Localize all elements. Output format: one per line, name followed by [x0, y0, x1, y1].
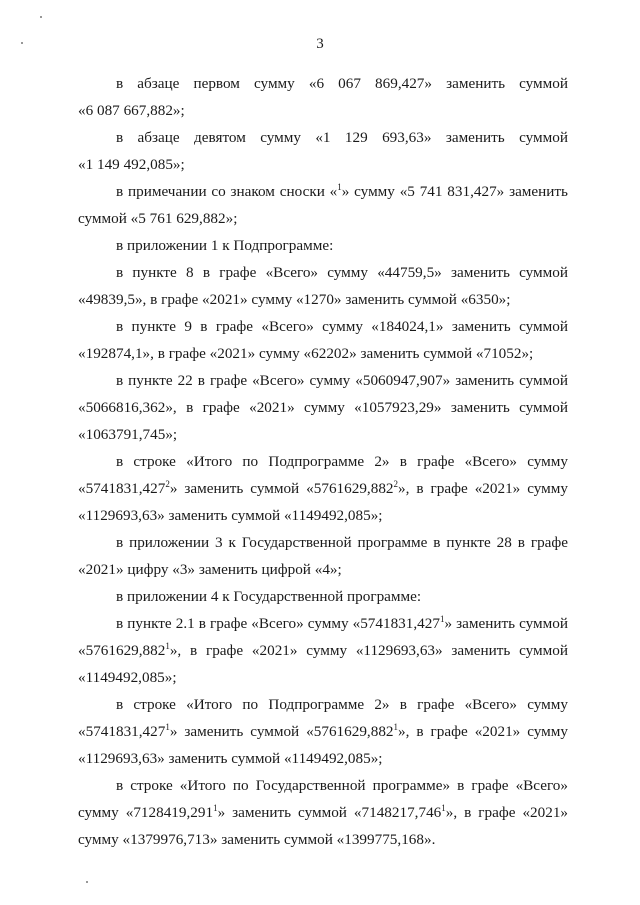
paragraph-line: «1129693,63» заменить суммой «1149492,085»; — [78, 750, 383, 767]
paragraph-1 — [78, 70, 568, 124]
paragraph-line: в абзаце первом сумму «6 067 869,427» заменить суммой — [116, 75, 568, 92]
paragraph-line: «5741831,427$^2$» заменить суммой «5761629,882$^2$», в графе «2021» сумму — [78, 479, 568, 497]
footnote-mark: 1 — [165, 722, 170, 732]
document-body — [78, 70, 568, 853]
paragraph-line: «192874,1», в графе «2021» сумму «62202» заменить суммой «71052»; — [78, 345, 534, 362]
paragraph-12 — [78, 691, 568, 772]
paragraph-line: в приложении 1 к Подпрограмме: — [116, 237, 334, 254]
page-number: 3 — [316, 36, 324, 52]
paragraph-line: «1063791,745»; — [78, 426, 178, 443]
footnote-mark: 1 — [213, 803, 218, 813]
paragraph-line: в пункте 8 в графе «Всего» сумму «44759,5» заменить суммой — [116, 264, 568, 281]
footnote-mark: 1 — [439, 614, 445, 624]
paragraph-line: в строке «Итого по Подпрограмме 2» в графе «Всего» сумму — [116, 696, 568, 713]
paragraph-line: «1149492,085»; — [78, 669, 177, 686]
paragraph-line: в пункте 2.1 в графе «Всего» сумму «5741831,427$^1$» заменить суммой — [116, 614, 568, 632]
paragraph-10 — [78, 583, 568, 610]
paragraph-6 — [78, 313, 568, 367]
footnote-mark: 2 — [393, 479, 399, 489]
footnote-mark: 1 — [165, 641, 170, 651]
scan-speck — [40, 16, 42, 18]
paragraph-line: «5741831,427$^1$» заменить суммой «5761629,882$^1$», в графе «2021» сумму — [78, 722, 568, 740]
paragraph-line: «1 149 492,085»; — [78, 156, 185, 173]
paragraph-line: в строке «Итого по Подпрограмме 2» в графе «Всего» сумму — [116, 453, 568, 470]
footnote-mark: 1 — [441, 803, 446, 813]
paragraph-line: в пункте 9 в графе «Всего» сумму «184024,1» заменить суммой — [116, 318, 568, 335]
footnote-mark: 1 — [393, 722, 399, 732]
paragraph-line: сумму «7128419,291$^1$» заменить суммой «7148217,746$^1$», в графе «2021» — [78, 803, 569, 821]
paragraph-line: в приложении 4 к Государственной программе: — [116, 588, 422, 605]
paragraph-line: «2021» цифру «3» заменить цифрой «4»; — [78, 561, 342, 578]
paragraph-line: сумму «1379976,713» заменить суммой «1399775,168». — [78, 831, 436, 848]
footnote-mark: 2 — [165, 479, 170, 489]
paragraph-line: в абзаце девятом сумму «1 129 693,63» заменить суммой — [116, 129, 568, 146]
paragraph-line: в примечании со знаком сноски «$^1$» сумму «5 741 831,427» заменить — [116, 182, 568, 200]
paragraph-11 — [78, 610, 568, 691]
paragraph-4 — [78, 232, 568, 259]
paragraph-line: в приложении 3 к Государственной программе в пункте 28 в графе — [116, 534, 568, 551]
paragraph-line: «49839,5», в графе «2021» сумму «1270» заменить суммой «6350»; — [78, 291, 511, 308]
paragraph-2 — [78, 124, 568, 178]
paragraph-7 — [78, 367, 568, 448]
footnote-mark: 1 — [337, 182, 342, 192]
scan-speck — [86, 881, 88, 883]
paragraph-line: «5066816,362», в графе «2021» сумму «1057923,29» заменить суммой — [78, 399, 568, 416]
paragraph-13 — [78, 772, 568, 853]
paragraph-line: «1129693,63» заменить суммой «1149492,085»; — [78, 507, 383, 524]
paragraph-line: «5761629,882$^1$», в графе «2021» сумму «1129693,63» заменить суммой — [78, 641, 568, 659]
paragraph-line: в пункте 22 в графе «Всего» сумму «5060947,907» заменить суммой — [116, 372, 568, 389]
paragraph-line: суммой «5 761 629,882»; — [78, 210, 238, 227]
paragraph-9 — [78, 529, 568, 583]
paragraph-5 — [78, 259, 568, 313]
paragraph-3 — [78, 178, 568, 232]
paragraph-line: «6 087 667,882»; — [78, 102, 185, 119]
paragraph-8 — [78, 448, 568, 529]
paragraph-line: в строке «Итого по Государственной программе» в графе «Всего» — [116, 777, 568, 794]
